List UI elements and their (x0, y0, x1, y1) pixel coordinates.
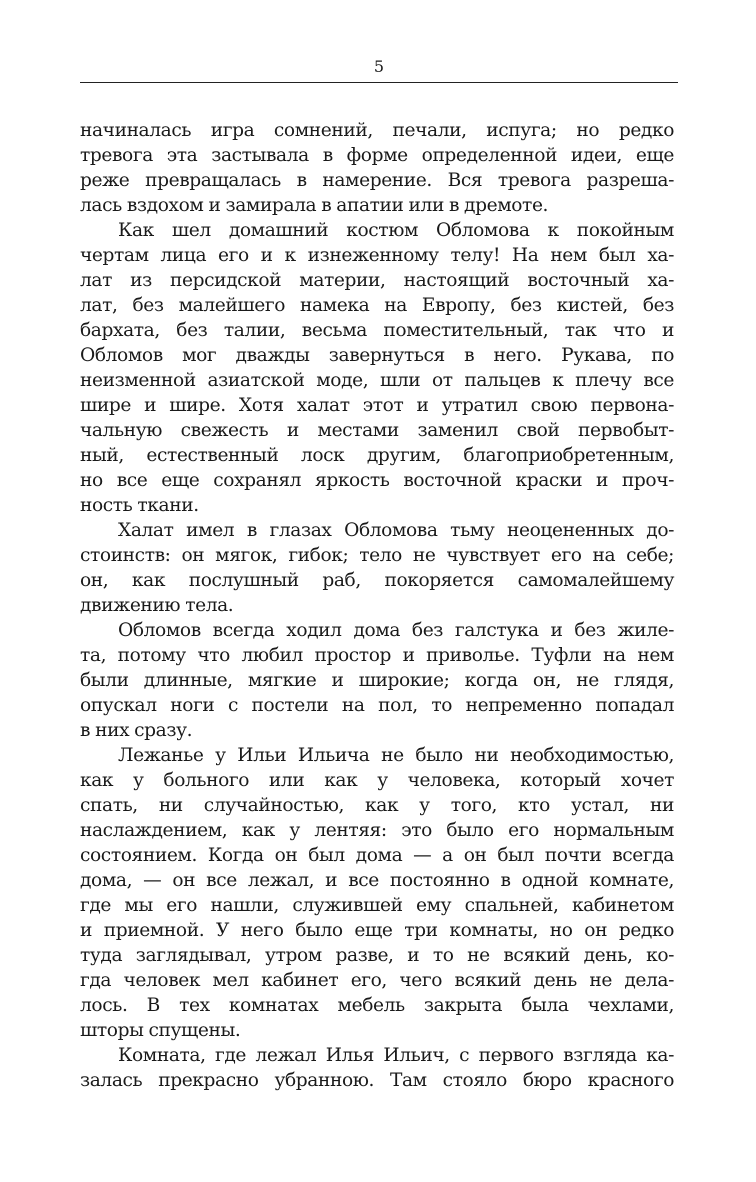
text-line: опускал ноги с постели на пол, то непременно попадал (80, 695, 674, 716)
text-line: Комната, где лежал Илья Ильич, с первого взгляда ка- (118, 1045, 674, 1066)
text-line: лась вздохом и замирала в апатии или в дремоте. (80, 195, 549, 216)
text-line: Обломов мог дважды завернуться в него. Рукава, по (80, 345, 674, 366)
text-line: залась прекрасно убранною. Там стояло бюро красного (80, 1070, 674, 1091)
text-line: стоинств: он мягок, гибок; тело не чувствует его на себе; (80, 545, 674, 566)
text-line: но все еще сохранял яркость восточной краски и проч- (80, 470, 674, 491)
text-line: спать, ни случайностью, как у того, кто устал, ни (80, 795, 674, 816)
text-line: ный, естественный лоск другим, благоприобретенным, (80, 445, 674, 466)
text-line: были длинные, мягкие и широкие; когда он, не глядя, (80, 670, 674, 691)
text-line: Лежанье у Ильи Ильича не было ни необходимостью, (118, 745, 674, 766)
text-line: в них сразу. (80, 720, 193, 741)
page-header (80, 56, 678, 83)
text-line: Обломов всегда ходил дома без галстука и без жиле- (118, 620, 674, 641)
text-line: ность ткани. (80, 495, 199, 516)
text-line: неизменной азиатской моде, шли от пальцев к плечу все (80, 370, 674, 391)
text-line: та, потому что любил простор и приволье. Туфли на нем (80, 645, 674, 666)
text-line: состоянием. Когда он был дома — а он был почти всегда (80, 845, 674, 866)
text-line: шторы спущены. (80, 1020, 241, 1041)
text-line: Халат имел в глазах Обломова тьму неоцененных до- (118, 520, 674, 541)
text-line: туда заглядывал, утром разве, и то не всякий день, ко- (80, 945, 674, 966)
text-line: чертам лица его и к изнеженному телу! На нем был ха- (80, 245, 674, 266)
page-number: 5 (373, 57, 385, 76)
text-line: лось. В тех комнатах мебель закрыта была чехлами, (80, 995, 674, 1016)
text-line: как у больного или как у человека, который хочет (80, 770, 674, 791)
text-body (80, 118, 674, 1093)
text-line: реже превращалась в намерение. Вся тревога разреша- (80, 170, 674, 191)
text-line: бархата, без талии, весьма поместительный, так что и (80, 320, 674, 341)
text-line: тревога эта застывала в форме определенной идеи, еще (80, 145, 674, 166)
text-line: и приемной. У него было еще три комнаты, но он редко (80, 920, 674, 941)
text-line: дома, — он все лежал, и все постоянно в одной комнате, (80, 870, 674, 891)
text-line: лат из персидской материи, настоящий восточный ха- (80, 270, 674, 291)
text-line: движению тела. (80, 595, 234, 616)
text-line: шире и шире. Хотя халат этот и утратил свою первона- (80, 395, 674, 416)
text-line: наслаждением, как у лентяя: это было его нормальным (80, 820, 674, 841)
text-line: чальную свежесть и местами заменил свой первобыт- (80, 420, 674, 441)
text-line: где мы его нашли, служившей ему спальней, кабинетом (80, 895, 674, 916)
text-line: лат, без малейшего намека на Европу, без кистей, без (80, 295, 674, 316)
text-line: гда человек мел кабинет его, чего всякий день не дела- (80, 970, 674, 991)
text-line: он, как послушный раб, покоряется самомалейшему (80, 570, 674, 591)
text-line: Как шел домашний костюм Обломова к покойным (118, 220, 674, 241)
text-line: начиналась игра сомнений, печали, испуга; но редко (80, 120, 674, 141)
